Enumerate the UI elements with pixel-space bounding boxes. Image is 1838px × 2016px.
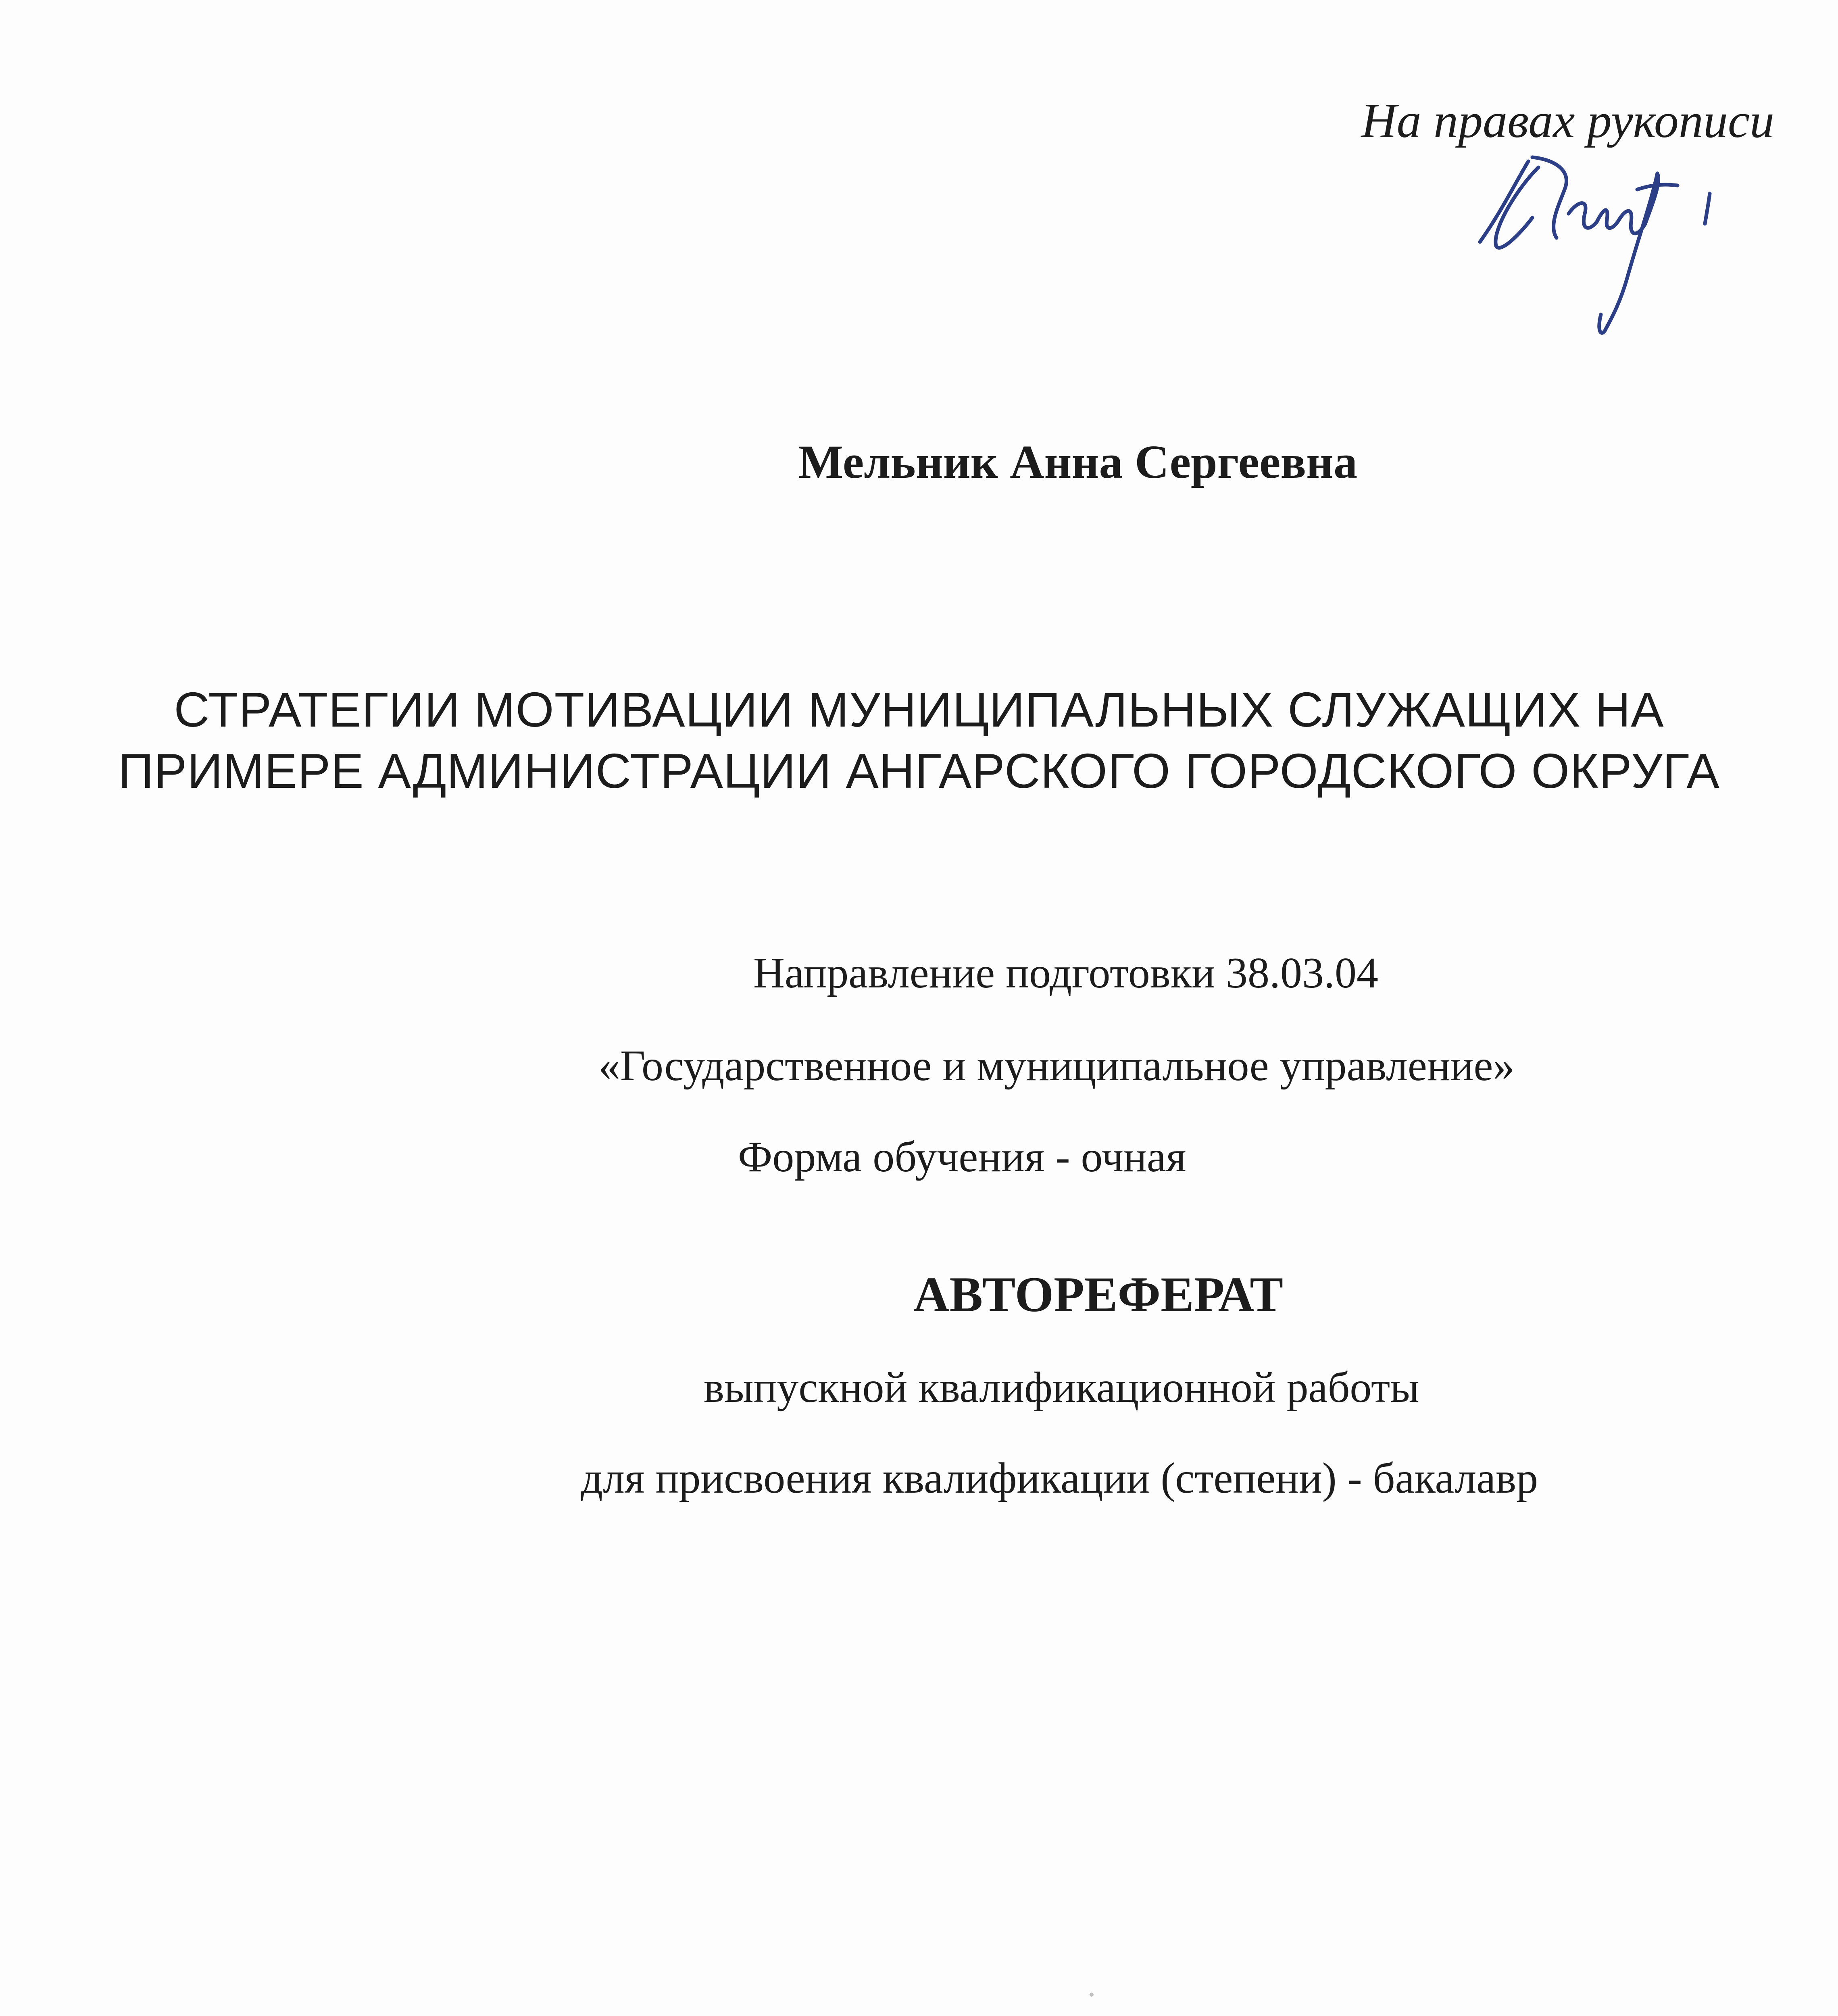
document-subtitle: выпускной квалификационной работы	[704, 1364, 1419, 1412]
handwritten-signature-icon	[1468, 145, 1758, 355]
thesis-title-line-2: ПРИМЕРЕ АДМИНИСТРАЦИИ АНГАРСКОГО ГОРОДСКОГО ОКРУГА	[118, 744, 1720, 798]
scan-dot	[1089, 1992, 1094, 1997]
document-type-heading: АВТОРЕФЕРАТ	[913, 1267, 1284, 1322]
study-form: Форма обучения - очная	[738, 1133, 1186, 1181]
study-program: «Государственное и муниципальное управление»	[598, 1042, 1515, 1090]
degree-statement: для присвоения квалификации (степени) - бакалавр	[581, 1454, 1538, 1502]
study-direction: Направление подготовки 38.03.04	[753, 949, 1379, 997]
author-name: Мельник Анна Сергеевна	[798, 435, 1358, 488]
thesis-title-line-1: СТРАТЕГИИ МОТИВАЦИИ МУНИЦИПАЛЬНЫХ СЛУЖАЩИХ НА	[174, 682, 1664, 737]
rights-note: На правах рукописи	[1361, 94, 1774, 148]
